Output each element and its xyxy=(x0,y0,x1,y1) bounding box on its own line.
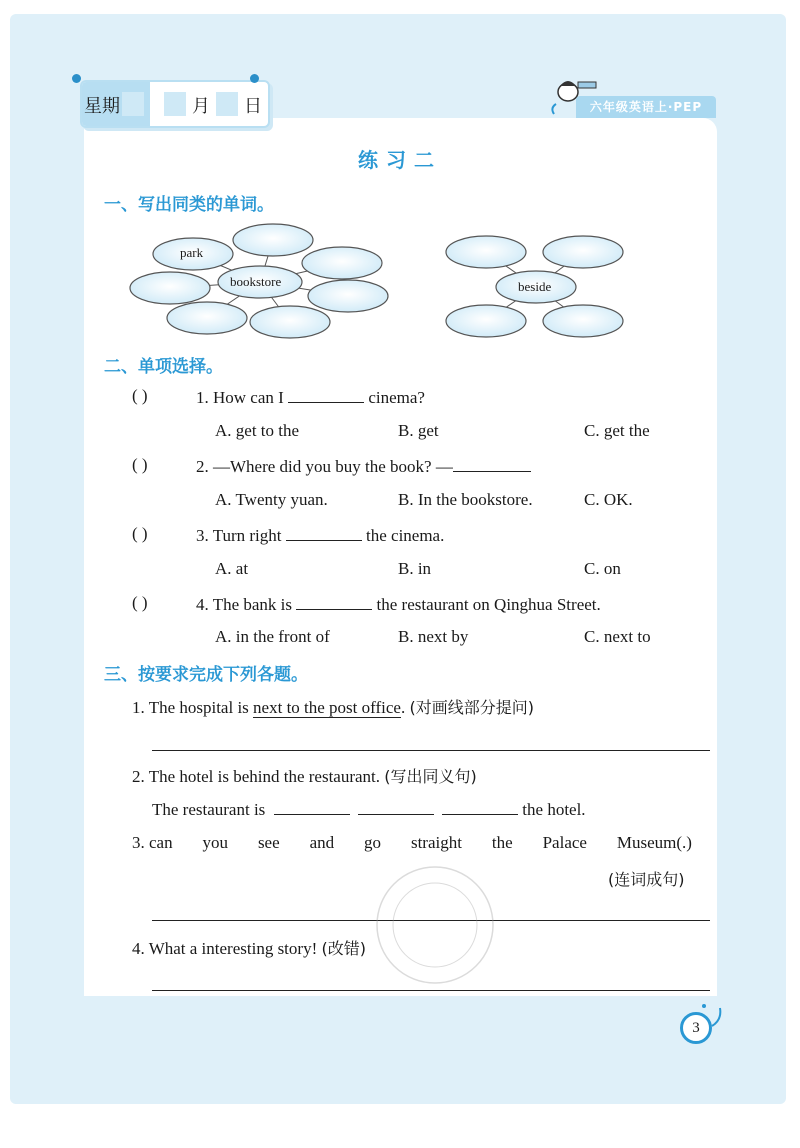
watermark-stamp xyxy=(360,850,510,1000)
answer-paren[interactable]: ( ) xyxy=(132,524,148,543)
day-label: 日 xyxy=(244,96,262,117)
option-b[interactable]: B. In the bookstore. xyxy=(398,490,533,509)
web1-center-word: bookstore xyxy=(230,274,282,289)
option-a[interactable]: A. in the front of xyxy=(215,627,330,646)
question-text: 2. —Where did you buy the book? — xyxy=(196,455,531,477)
option-b[interactable]: B. next by xyxy=(398,627,469,646)
option-b[interactable]: B. get xyxy=(398,421,439,440)
answer-paren[interactable]: ( ) xyxy=(132,455,148,474)
question-text: 1. How can I cinema? xyxy=(196,388,425,407)
web1-bubble-blank xyxy=(130,272,210,304)
web2-bubble-blank xyxy=(446,305,526,337)
section3-heading: 三、按要求完成下列各题。 xyxy=(104,665,308,685)
book-tag: 六年级英语上·PEP xyxy=(576,96,716,118)
option-a[interactable]: A. get to the xyxy=(215,421,300,440)
answer-blank xyxy=(274,798,350,815)
answer-blank xyxy=(296,593,372,610)
web1-bubble-blank xyxy=(233,224,313,256)
option-a[interactable]: A. Twenty yuan. xyxy=(215,490,328,509)
option-a[interactable]: A. at xyxy=(215,559,249,578)
answer-blank xyxy=(288,386,364,403)
web1-given-word: park xyxy=(180,245,204,260)
answer-blank xyxy=(442,798,518,815)
question-text: 3. Turn right the cinema. xyxy=(196,526,445,545)
s3-q2-rewrite: The restaurant is the hotel. xyxy=(152,800,586,819)
answer-paren[interactable]: ( ) xyxy=(132,386,148,405)
question-text: 4. The bank is the restaurant on Qinghua Street. xyxy=(196,595,601,614)
s3-q1: 1. The hospital is next to the post office. (对画线部分提问) xyxy=(132,698,534,717)
s3-q3-note: (连词成句) xyxy=(608,870,685,889)
answer-blank xyxy=(358,798,434,815)
month-label: 月 xyxy=(192,96,210,117)
web1-bubble-blank xyxy=(308,280,388,312)
page-title: 练习二 xyxy=(358,148,442,172)
web1-bubble-blank xyxy=(302,247,382,279)
web2-center-word: beside xyxy=(518,279,552,294)
answer-paren[interactable]: ( ) xyxy=(132,593,148,612)
section2-heading: 二、单项选择。 xyxy=(104,357,223,377)
s3-q2: 2. The hotel is behind the restaurant. (写出同义句) xyxy=(132,767,477,786)
option-c[interactable]: C. OK. xyxy=(584,490,633,509)
option-c[interactable]: C. next to xyxy=(584,627,651,646)
web2-bubble-blank xyxy=(543,305,623,337)
answer-line[interactable] xyxy=(152,750,710,751)
page-number: 3 xyxy=(680,1012,712,1044)
option-c[interactable]: C. get the xyxy=(584,421,650,440)
s3-q4: 4. What a interesting story! (改错) xyxy=(132,939,366,958)
option-c[interactable]: C. on xyxy=(584,559,621,578)
answer-blank xyxy=(453,455,531,472)
underlined-phrase: next to the post office xyxy=(253,698,401,717)
web2-bubble-blank xyxy=(543,236,623,268)
option-b[interactable]: B. in xyxy=(398,559,432,578)
web2-bubble-blank xyxy=(446,236,526,268)
answer-blank xyxy=(286,524,362,541)
weekday-label: 星期 xyxy=(84,96,120,117)
section1-heading: 一、写出同类的单词。 xyxy=(104,195,274,215)
s3-q3-words: 3. can you see and go straight the Palace Museum(.) xyxy=(132,833,692,852)
web1-bubble-blank xyxy=(250,306,330,338)
web1-bubble-blank xyxy=(167,302,247,334)
